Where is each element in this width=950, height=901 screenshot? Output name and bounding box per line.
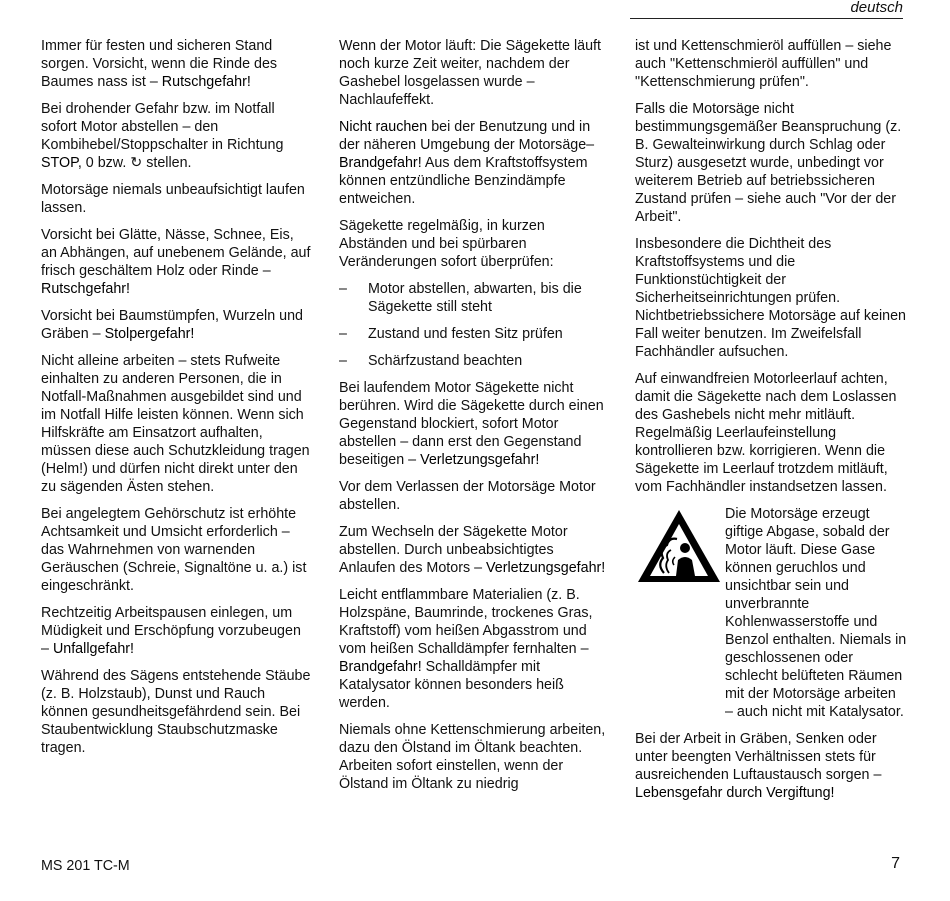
paragraph xyxy=(41,604,311,658)
paragraph: ist und Kettenschmieröl auffüllen – siehe auch "Kettenschmieröl auffüllen" und "Kettenschmierung prüfen". xyxy=(635,38,892,90)
warning-term: STOP xyxy=(41,155,78,171)
page-number: 7 xyxy=(891,855,900,872)
paragraph-text: Bei drohender Gefahr bzw. im Notfall sofort Motor abstellen – den Kombihebel/Stoppschalter in Richtung xyxy=(41,101,284,153)
paragraph xyxy=(41,505,311,595)
warning-term: Brandgefahr! xyxy=(339,659,422,675)
paragraph-text: Während des Sägens entstehende Stäube (z. B. Holzstaub), Dunst und Rauch können gesundheitsgefährdend sein. Bei Staubentwicklung Staubschutzmaske tragen. xyxy=(41,668,311,756)
paragraph xyxy=(339,379,607,469)
warning-term: Nicht rauchen xyxy=(339,119,428,135)
warning-text: Die Motorsäge erzeugt giftige Abgase, sobald der Motor läuft. Diese Gase können geruchlos und unsichtbar sein und unverbrannte Kohlenwasserstoffe und Benzol enthalten. Niemals in geschlossenen oder schlecht belüfteten Räumen mit der Motorsäge arbeiten – auch nicht mit Katalysator. xyxy=(725,506,907,720)
paragraph-text: Bei laufendem Motor Sägekette nicht berühren. Wird die Sägekette durch einen Gegenstand blockiert, sofort Motor abstellen – dann erst den Gegenstand beseitigen – xyxy=(339,380,604,468)
paragraph: Wenn der Motor läuft: Die Sägekette läuft noch kurze Zeit weiter, nachdem der Gashebel losgelassen wurde – Nachlaufeffekt. xyxy=(339,38,601,108)
warning-term: Unfallgefahr! xyxy=(52,641,134,657)
paragraph: Insbesondere die Dichtheit des Kraftstoffsystems und die Funktionstüchtigkeit der Sicherheitseinrichtungen prüfen. Nichtbetriebssichere Motorsäge auf keinen Fall weiter benutzen. Im Zweifelsfall Fachhändler aufsuchen. xyxy=(635,236,906,360)
column-2 xyxy=(339,37,607,802)
warning-term: Lebensgefahr durch Vergiftung! xyxy=(635,785,835,801)
exhaust-fumes-warning-icon xyxy=(635,505,725,721)
warning-term: Stolpergefahr! xyxy=(104,326,195,342)
header-divider xyxy=(630,18,903,19)
paragraph xyxy=(41,352,311,496)
list-dash: – xyxy=(339,326,347,342)
paragraph-text: Vorsicht bei Baumstümpfen, Wurzeln und Gräben – xyxy=(41,308,303,342)
paragraph xyxy=(41,307,311,343)
paragraph xyxy=(41,226,311,298)
paragraph-text: Zum Wechseln der Sägekette Motor abstellen. Durch unbeabsichtigtes Anlaufen des Motors – xyxy=(339,524,568,576)
paragraph-text: Motorsäge niemals unbeaufsichtigt laufen lassen. xyxy=(41,182,305,216)
paragraph: Auf einwandfreien Motorleerlauf achten, damit die Sägekette nach dem Loslassen des Gashebels nicht mehr mitläuft. Regelmäßig Leerlaufeinstellung kontrollieren bzw. korrigieren. Wenn die Sägekette im Leerlauf trotzdem mitläuft, vom Fachhändler instandsetzen lassen. xyxy=(635,371,897,495)
paragraph-text: bei der Benutzung und in der näheren Umgebung der Motorsäge– xyxy=(339,119,595,153)
warning-term: Rutschgefahr! xyxy=(161,74,251,90)
warning-term: Verletzungsgefahr! xyxy=(486,560,606,576)
list-item xyxy=(339,352,607,370)
paragraph-text: Schalldämpfer mit Katalysator können besonders heiß werden. xyxy=(339,659,564,711)
paragraph-text: Vorsicht bei Glätte, Nässe, Schnee, Eis, an Abhängen, auf unebenem Gelände, auf frisch geschältem Holz oder Rinde – xyxy=(41,227,311,279)
paragraph: Vor dem Verlassen der Motorsäge Motor abstellen. xyxy=(339,479,596,513)
warning-term: Rutschgefahr! xyxy=(41,281,131,297)
language-label: deutsch xyxy=(850,0,903,16)
column-3 xyxy=(635,37,907,811)
list-item-text: Motor abstellen, abwarten, bis die Sägekette still steht xyxy=(368,281,582,315)
paragraph xyxy=(41,181,311,217)
paragraph xyxy=(41,100,311,172)
list-item xyxy=(339,280,607,316)
exhaust-warning xyxy=(635,505,907,721)
paragraph-text: , 0 bzw. ↻ stellen. xyxy=(77,155,192,171)
paragraph: Sägekette regelmäßig, in kurzen Abständen und bei spürbaren Veränderungen sofort überprüfen: xyxy=(339,218,554,270)
list-item xyxy=(339,325,607,343)
paragraph xyxy=(339,586,607,712)
paragraph-text: Bei der Arbeit in Gräben, Senken oder unter beengten Verhältnissen stets für ausreichenden Luftaustausch sorgen – xyxy=(635,731,882,783)
paragraph xyxy=(635,730,907,802)
list-dash: – xyxy=(339,353,347,369)
paragraph xyxy=(339,523,607,577)
paragraph-text: Immer für festen und sicheren Stand sorgen. Vorsicht, wenn die Rinde des Baumes nass ist – xyxy=(41,38,278,90)
paragraph: Falls die Motorsäge nicht bestimmungsgemäßer Beanspruchung (z. B. Gewalteinwirkung durch Schlag oder Sturz) ausgesetzt wurde, unbedingt vor weiterem Betrieb auf betriebssicheren Zustand prüfen – siehe auch "Vor der der Arbeit". xyxy=(635,101,902,225)
paragraph-text: Rechtzeitig Arbeitspausen einlegen, um Müdigkeit und Erschöpfung vorzubeugen – xyxy=(41,605,301,657)
list-item-text: Zustand und festen Sitz prüfen xyxy=(368,326,563,342)
paragraph xyxy=(41,37,311,91)
paragraph xyxy=(41,667,311,757)
footer-model: MS 201 TC-M xyxy=(41,858,130,874)
warning-term: Brandgefahr! xyxy=(339,155,422,171)
paragraph-text: Nicht alleine arbeiten – stets Rufweite einhalten zu anderen Personen, die in Notfall-Maßnahmen ausgebildet sind und im Notfall Hilfe leisten können. Wenn sich Hilfskräfte am Einsatzort aufhalten, müssen diese auch Schutzkleidung tragen (Helm!) und dürfen nicht direkt unter den zu sägenden Ästen stehen. xyxy=(41,353,310,495)
warning-term: Verletzungsgefahr! xyxy=(420,452,540,468)
paragraph-text: Aus dem Kraftstoffsystem können entzündliche Benzindämpfe entweichen. xyxy=(339,155,588,207)
paragraph: Niemals ohne Kettenschmierung arbeiten, dazu den Ölstand im Öltank beachten. Arbeiten sofort einstellen, wenn der Ölstand im Öltank zu niedrig xyxy=(339,722,606,792)
paragraph-text: Bei angelegtem Gehörschutz ist erhöhte Achtsamkeit und Umsicht erforderlich – das Wahrnehmen von warnenden Geräuschen (Schreie, Signaltöne u. a.) ist eingeschränkt. xyxy=(41,506,307,594)
column-1 xyxy=(41,37,311,766)
paragraph xyxy=(339,118,607,208)
list-item-text: Schärfzustand beachten xyxy=(368,353,523,369)
list-dash: – xyxy=(339,281,347,297)
paragraph-text: Leicht entflammbare Materialien (z. B. Holzspäne, Baumrinde, trockenes Gras, Kraftstoff) vom heißen Abgasstrom und vom heißen Schalldämpfer fernhalten – xyxy=(339,587,593,657)
